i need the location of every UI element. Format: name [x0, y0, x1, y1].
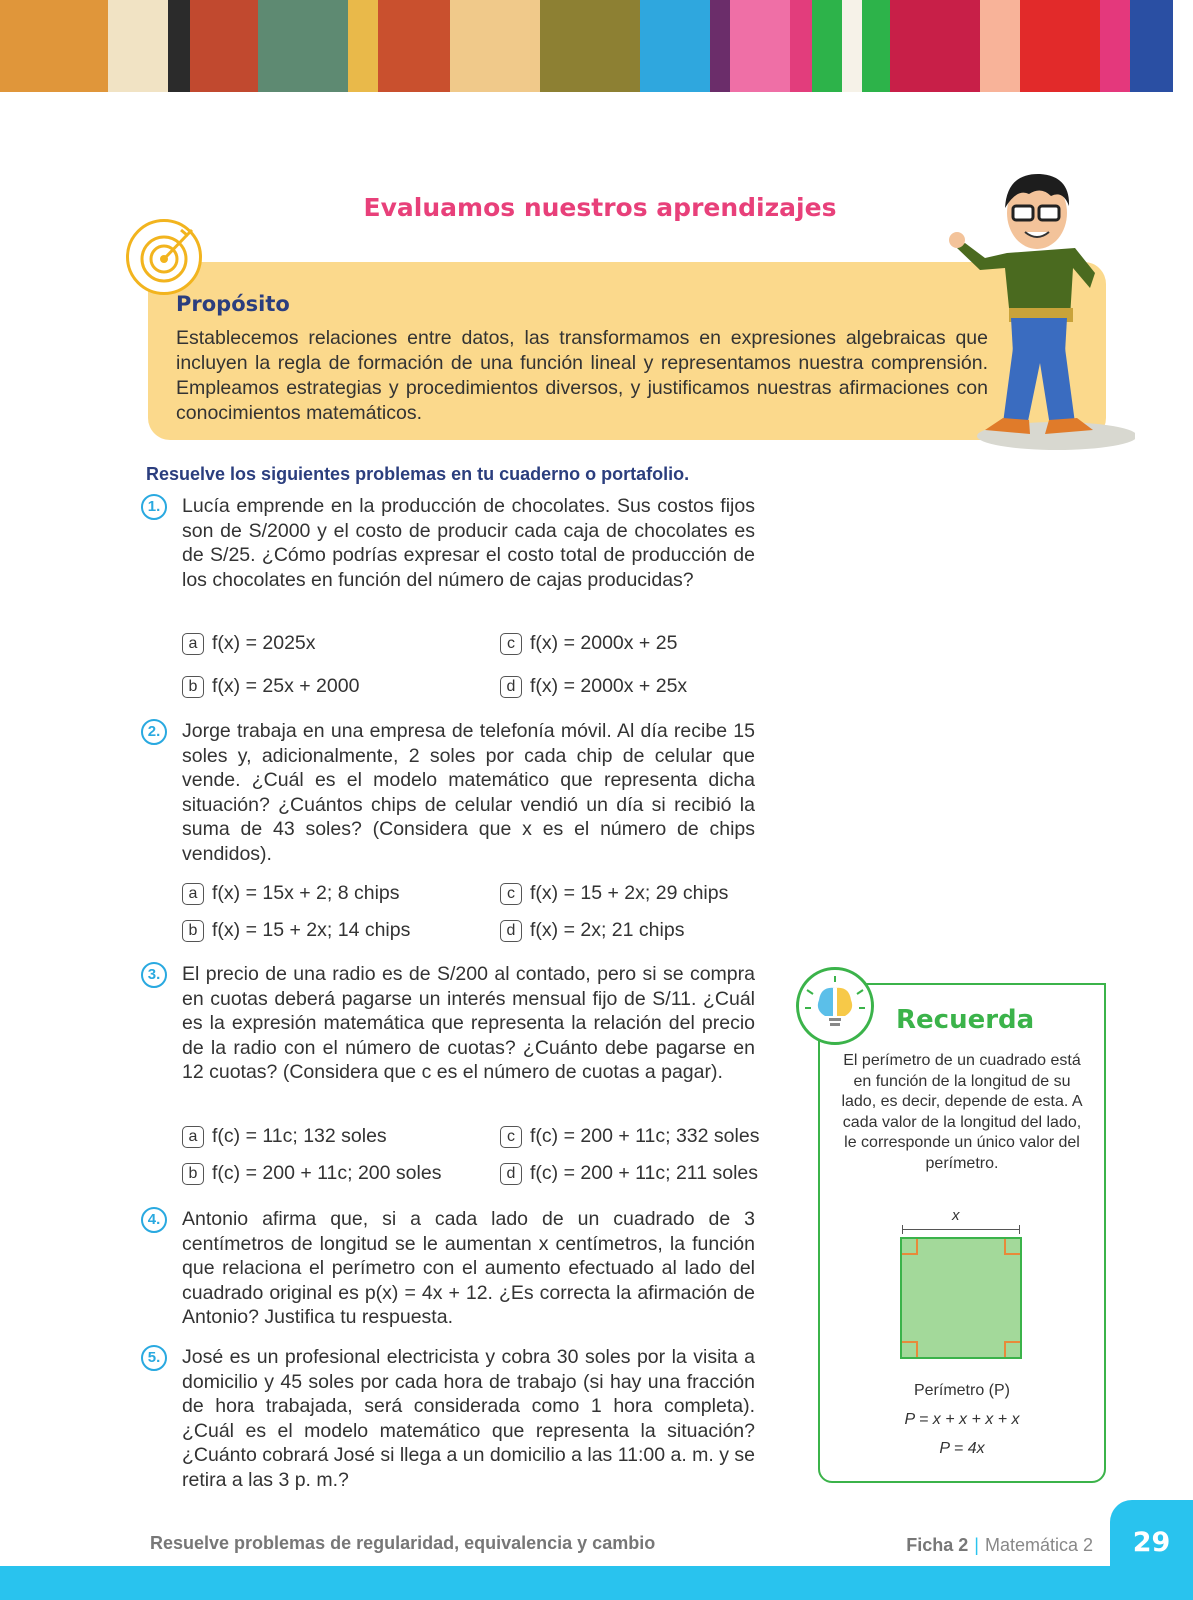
option-letter: c	[500, 1126, 522, 1148]
target-icon	[126, 219, 202, 295]
decorative-banner	[0, 0, 1193, 92]
question-number-5: 5.	[141, 1345, 167, 1371]
question-5-text: José es un profesional electricista y cobra 30 soles por la visita a domicilio y 45 soles por cada hora de trabajo (si hay una fracción de hora trabajada, será considerada como 1 hora completa). ¿Cuál es el modelo matemático que representa la situación? ¿Cuánto cobrará José si llega a un domicilio a las 11:00 a. m. y se retira a las 3 p. m.?	[182, 1346, 756, 1491]
question-1-option-a[interactable]	[182, 632, 316, 655]
instruction-text: Resuelve los siguientes problemas en tu cuaderno o portafolio.	[146, 464, 690, 484]
option-text: f(c) = 11c; 132 soles	[212, 1125, 387, 1147]
option-letter: a	[182, 1126, 204, 1148]
option-text: f(x) = 2x; 21 chips	[530, 919, 685, 941]
question-number-2: 2.	[141, 719, 167, 745]
page-title: Evaluamos nuestros aprendizajes	[363, 193, 837, 222]
footer-separator: |	[974, 1535, 979, 1555]
option-text: f(x) = 15 + 2x; 29 chips	[530, 882, 729, 904]
right-angle-mark	[902, 1341, 918, 1357]
option-letter: c	[500, 633, 522, 655]
option-text: f(x) = 15 + 2x; 14 chips	[212, 919, 411, 941]
right-angle-mark	[902, 1239, 918, 1255]
question-2-option-b[interactable]	[182, 919, 410, 942]
question-number-3: 3.	[141, 962, 167, 988]
perimeter-label: Perímetro (P)	[913, 1382, 1010, 1399]
question-2-option-a[interactable]	[182, 882, 400, 905]
purpose-title: Propósito	[176, 292, 290, 316]
page-number: 29	[1132, 1527, 1171, 1558]
question-3-option-d[interactable]	[500, 1162, 758, 1185]
question-number-4: 4.	[141, 1207, 167, 1233]
footer-band	[0, 1566, 1193, 1600]
side-length-marker	[902, 1229, 1020, 1230]
option-text: f(x) = 2000x + 25	[530, 632, 678, 654]
footer-ficha: Ficha 2	[906, 1535, 969, 1555]
square-side-label: x	[952, 1207, 960, 1224]
purpose-text: Establecemos relaciones entre datos, las transformamos en expresiones algebraicas que incluyen la regla de formación de una función lineal y representamos nuestra comprensión. Empleamos estrategias y procedimientos diversos, y justificamos nuestras afirmaciones con conocimientos matemáticos.	[176, 327, 988, 424]
footer-course-info	[906, 1535, 1093, 1556]
right-angle-mark	[1004, 1341, 1020, 1357]
footer-competency: Resuelve problemas de regularidad, equivalencia y cambio	[150, 1533, 656, 1553]
footer-subject: Matemática 2	[984, 1535, 1093, 1555]
question-number-1: 1.	[141, 494, 167, 520]
option-letter: d	[500, 1163, 522, 1185]
perimeter-formula-sum: P = x + x + x + x	[904, 1411, 1020, 1428]
option-text: f(c) = 200 + 11c; 332 soles	[530, 1125, 760, 1147]
option-text: f(c) = 200 + 11c; 200 soles	[212, 1162, 442, 1184]
option-text: f(x) = 25x + 2000	[212, 675, 360, 697]
question-2-option-d[interactable]	[500, 919, 684, 942]
option-letter: d	[500, 676, 522, 698]
question-3-option-b[interactable]	[182, 1162, 441, 1185]
question-1-option-c[interactable]	[500, 632, 677, 655]
recuerda-text: El perímetro de un cuadrado está en función de la longitud de su lado, es decir, depende de esta. A cada valor de la longitud del lado, le corresponde un único valor del perímetro.	[841, 1052, 1083, 1172]
question-1-text: Lucía emprende en la producción de chocolates. Sus costos fijos son de S/2000 y el costo de producir cada caja de chocolates es de S/25. ¿Cómo podrías expresar el costo total de producción de los chocolates en función del número de cajas producidas?	[182, 495, 755, 591]
question-2-option-c[interactable]	[500, 882, 728, 905]
recuerda-title: Recuerda	[896, 1005, 1035, 1035]
option-text: f(c) = 200 + 11c; 211 soles	[530, 1162, 758, 1184]
square-diagram	[900, 1237, 1022, 1359]
option-letter: b	[182, 920, 204, 942]
option-text: f(x) = 15x + 2; 8 chips	[212, 882, 400, 904]
question-1-option-d[interactable]	[500, 675, 687, 698]
brain-lightbulb-icon	[796, 967, 874, 1045]
option-letter: d	[500, 920, 522, 942]
question-3-option-c[interactable]	[500, 1125, 759, 1148]
question-3-text: El precio de una radio es de S/200 al contado, pero si se compra en cuotas deberá pagarse un interés mensual fijo de S/11. ¿Cuál es la expresión matemática que representa la relación del precio de la radio con el número de cuotas? ¿Cuánto debe pagarse en 12 cuotas? (Considera que c es el número de cuotas a pagar).	[182, 963, 755, 1083]
question-1-option-b[interactable]	[182, 675, 359, 698]
perimeter-formula-product: P = 4x	[939, 1440, 985, 1457]
option-letter: a	[182, 883, 204, 905]
option-letter: b	[182, 1163, 204, 1185]
option-letter: b	[182, 676, 204, 698]
option-text: f(x) = 2000x + 25x	[530, 675, 688, 697]
option-letter: a	[182, 633, 204, 655]
option-letter: c	[500, 883, 522, 905]
right-angle-mark	[1004, 1239, 1020, 1255]
boy-pointing-illustration	[945, 168, 1135, 458]
question-2-text: Jorge trabaja en una empresa de telefonía móvil. Al día recibe 15 soles y, adicionalmente, 2 soles por cada chip de celular que vende. ¿Cuál es el modelo matemático que representa dicha situación? ¿Cuántos chips de celular vendió un día si recibió la suma de 43 soles? (Considera que x es el número de chips vendidos).	[182, 720, 755, 865]
question-4-text: Antonio afirma que, si a cada lado de un cuadrado de 3 centímetros de longitud se le aumentan x centímetros, la función que relaciona el perímetro con el aumento efectuado al lado del cuadrado original es p(x) = 4x + 12. ¿Es correcta la afirmación de Antonio? Justifica tu respuesta.	[182, 1208, 755, 1328]
option-text: f(x) = 2025x	[212, 632, 316, 654]
question-3-option-a[interactable]	[182, 1125, 387, 1148]
